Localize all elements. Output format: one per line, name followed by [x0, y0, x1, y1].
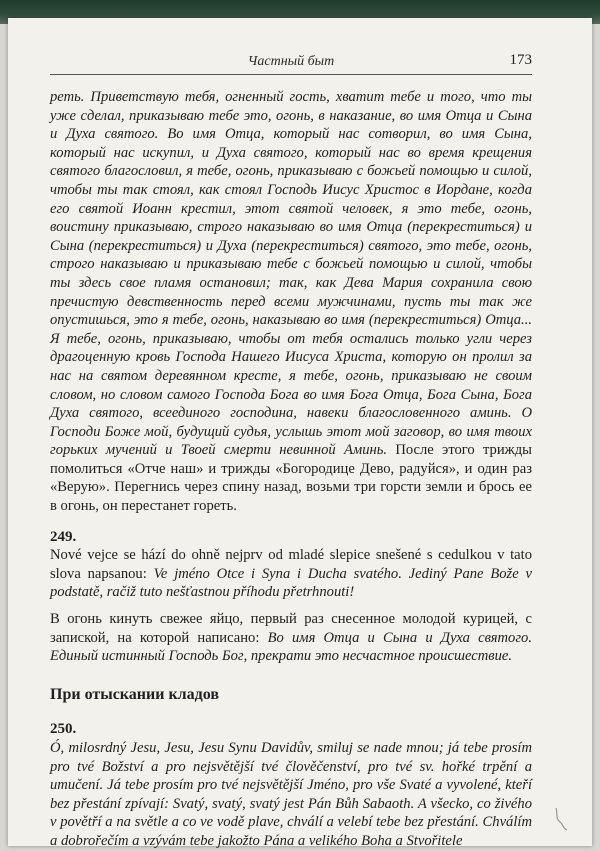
entry-250-czech	[50, 739, 532, 851]
entry-number-249: 249.	[50, 528, 77, 545]
russian-charm: Во имя Отца и Сына и Духа святого. Единый истинный Господь Бог, прекрати это несчастное происшествие.	[50, 629, 532, 665]
page-body	[50, 88, 532, 851]
entry-249-czech	[50, 546, 532, 602]
running-title: Частный быт	[247, 54, 335, 69]
section-heading: При отыскании кладов	[50, 685, 219, 703]
czech-prayer: Ó, milosrdný Jesu, Jesu, Jesu Synu Davidův, smiluj se nade mnou; já tebe prosím pro tvé Božství a pro nejsvětější tvé člověčenství, pro tvé sv. hořké trpění a umučení. Já tebe prosím pro tvé nejsvětější Jméno, pro vše Svaté a vyvolené, kteří bez přestání zpívají: Svatý, svatý, svatý jest Pán Bůh Sabaoth. A všecko, co živého v povětří a na světle a co ve vodě plave, chválí a velebí tebe bez přestání. Chválím a dobrořečím a vzývám tebe jakožto Pána a velikého Boha a Stvořitele	[50, 740, 532, 849]
book-page	[8, 18, 592, 849]
entry-248-continuation	[50, 88, 532, 516]
czech-charm: Ve jméno Otce i Syna i Ducha svatého. Jediný Pane Bože v podstatě, račiž tuto nešťastnou příhodu přetrhnouti!	[50, 565, 532, 601]
instruction-text: После этого трижды помолиться «Отче наш» и трижды «Богородице Дево, радуйся», и один раз «Верую». Перегнись через спину назад, возьми три горсти земли и брось ее в огонь, он перестанет гореть.	[50, 442, 532, 515]
russian-instruction: В огонь кинуть свежее яйцо, первый раз снесенное молодой курицей, с запиской, на которой написано:	[50, 611, 532, 646]
pencil-mark-icon	[552, 806, 570, 832]
page-number: 173	[509, 52, 532, 68]
entry-number-250: 250.	[50, 721, 77, 738]
entry-249-russian	[50, 610, 532, 666]
czech-instruction: Nové vejce se hází do ohně nejprv od mladé slepice snešené s cedulkou v tato slova napsanou:	[50, 547, 532, 582]
charm-text-italic: реть. Приветствую тебя, огненный гость, хватит тебе и того, что ты уже сделал, приказываю тебе это, огонь, в наказание, во имя Отца и Сына и Духа святого. Во имя Отца, который нас сотворил, во имя Сына, который нас искупил, и Духа святого, который нас во время крещения святого благословил, я тебе, огонь, приказываю с божьей помощью и силой, чтобы ты так стоял, как стоял Господь Иисус Христос в Иордане, когда его святой Иоанн крестил, этот святой человек, я это тебе, огонь, воистину приказываю, строго наказываю во имя Отца (перекреститься) и Сына (перекреститься) и Духа (перекреститься) святого, это тебе, огонь, строго наказываю и приказываю тебе с божьей помощью и силой, чтобы ты здесь свое пламя остановил; так, как Дева Мария сохранила свою пречистую девственность перед всеми мужчинами, пусть ты так же опустишься, это я тебе, огонь, наказываю во имя (перекреститься) Отца... Я тебе, огонь, приказываю, чтобы от тебя остались только угли через драгоценную кровь Господа Нашего Иисуса Христа, которую он пролил за нас на святом деревянном кресте, я тебе, огонь, приказываю не своим словом, но словом самого Господа Бога во имя Бога Отца, Бога Сына, Бога Духа святого, всеединого господина, навеки благословенного аминь. О Господи Боже мой, будущий судья, услышь этот мой заговор, во имя твоих горьких мучений и Твоей смерти невинной Аминь.	[50, 89, 532, 459]
running-head	[50, 52, 532, 75]
